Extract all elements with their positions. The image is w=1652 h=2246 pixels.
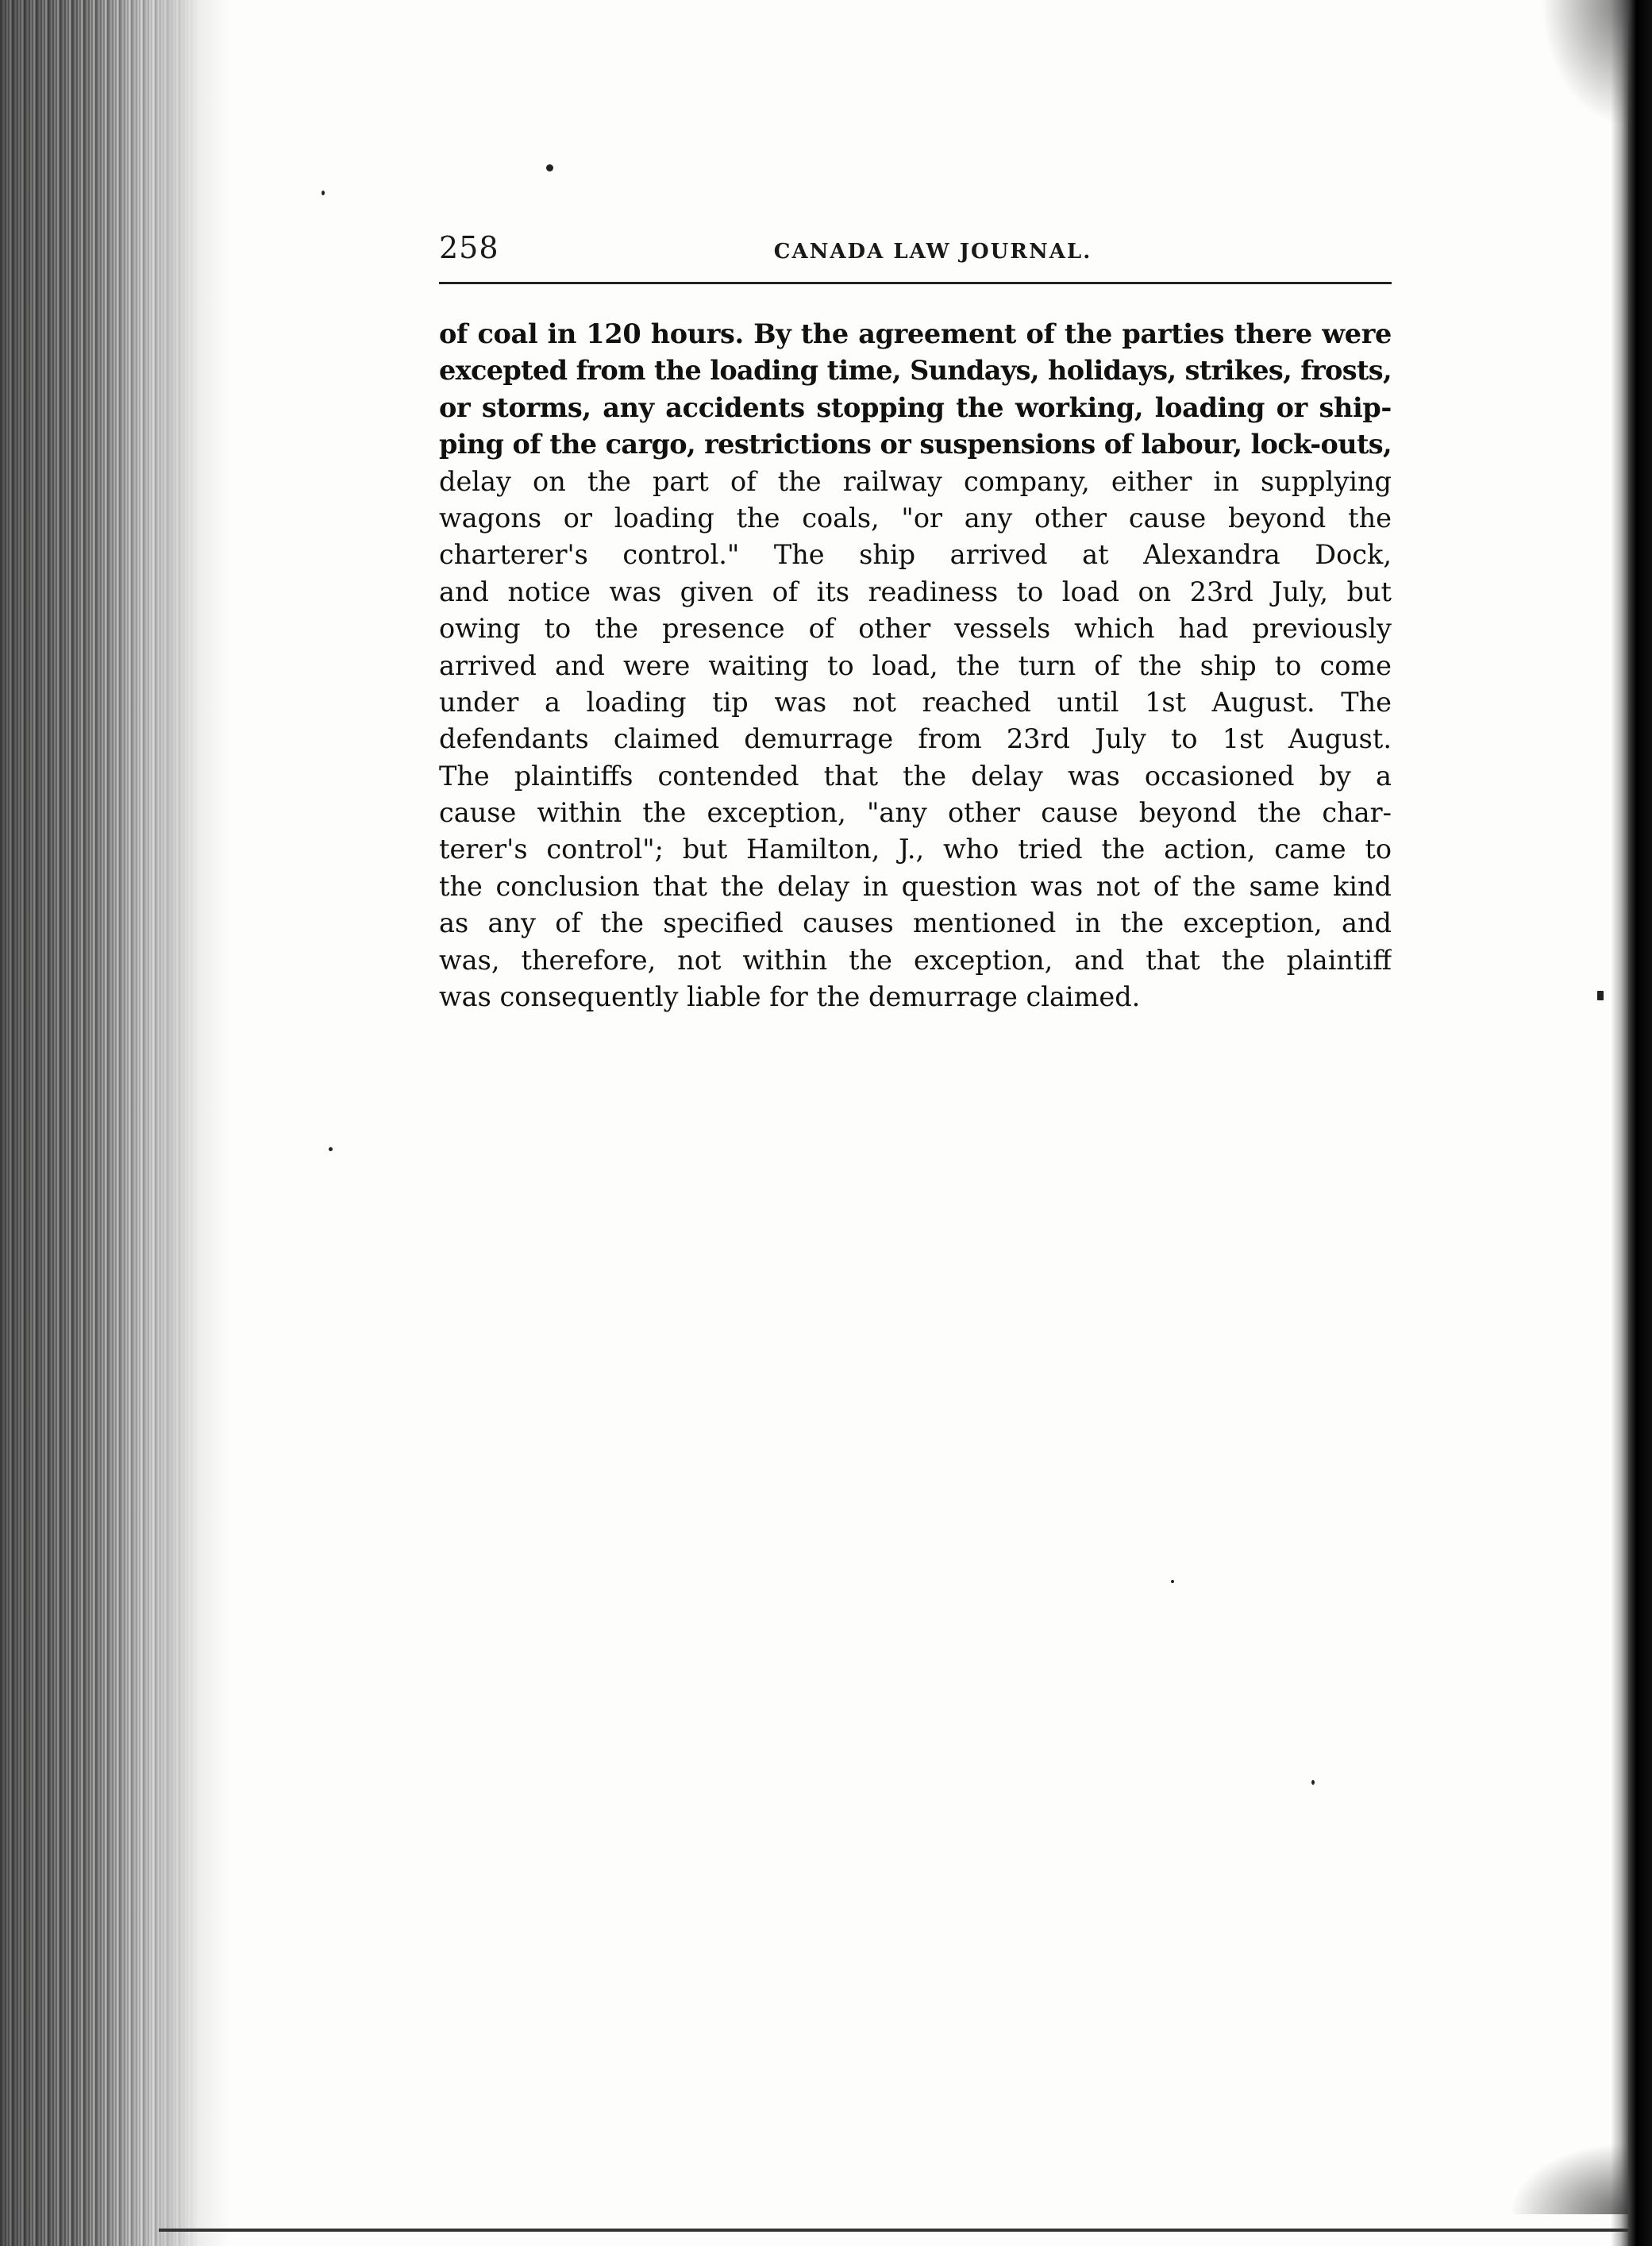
text-line: charterer's control." The ship arrived at Alexandra Dock, xyxy=(439,539,1392,571)
page-right-shadow xyxy=(1611,0,1628,2246)
page-number: 258 xyxy=(439,230,499,265)
text-line: of coal in 120 hours. By the agreement of the parties there were xyxy=(439,318,1392,349)
body-paragraph xyxy=(439,316,1392,1015)
journal-title: CANADA LAW JOURNAL. xyxy=(773,240,1092,264)
text-line: and notice was given of its readiness to load on 23rd July, but xyxy=(439,576,1392,607)
text-line: the conclusion that the delay in question was not of the same kind xyxy=(439,870,1392,902)
ink-speck xyxy=(1311,1780,1315,1785)
ink-speck xyxy=(546,164,553,171)
running-head xyxy=(439,224,1392,272)
ink-speck xyxy=(329,1147,333,1151)
text-line: under a loading tip was not reached until 1st August. The xyxy=(439,686,1392,718)
text-line: arrived and were waiting to load, the turn of the ship to come xyxy=(439,649,1392,681)
page-bottom-edge xyxy=(159,2229,1628,2232)
text-line: ping of the cargo, restrictions or suspensions of labour, lock-outs, xyxy=(439,429,1392,460)
text-line: excepted from the loading time, Sundays, holidays, strikes, frosts, xyxy=(439,355,1392,387)
text-line: was, therefore, not within the exception, and that the plaintiff xyxy=(439,944,1392,976)
text-line: cause within the exception, "any other cause beyond the char- xyxy=(439,797,1392,829)
text-line: as any of the specified causes mentioned in the exception, and xyxy=(439,907,1392,939)
ink-speck xyxy=(1171,1580,1174,1583)
header-rule xyxy=(439,282,1392,284)
ink-speck xyxy=(322,191,325,195)
text-line: delay on the part of the railway company, either in supplying xyxy=(439,465,1392,497)
text-line: terer's control"; but Hamilton, J., who tried the action, came to xyxy=(439,834,1392,865)
text-line: wagons or loading the coals, "or any other cause beyond the xyxy=(439,502,1392,534)
bottom-right-corner-smudge xyxy=(1509,2143,1628,2214)
text-line: defendants claimed demurrage from 23rd July to 1st August. xyxy=(439,723,1392,755)
text-line: or storms, any accidents stopping the working, loading or ship- xyxy=(439,391,1392,423)
text-line: The plaintiffs contended that the delay was occasioned by a xyxy=(439,760,1392,792)
page-right-edge xyxy=(1628,0,1652,2246)
top-right-corner-smudge xyxy=(1541,0,1628,127)
ink-speck xyxy=(1597,991,1604,1000)
text-line: owing to the presence of other vessels which had previously xyxy=(439,613,1392,645)
binding-shadow xyxy=(159,0,230,2246)
text-line: was consequently liable for the demurrage claimed. xyxy=(439,981,1141,1013)
